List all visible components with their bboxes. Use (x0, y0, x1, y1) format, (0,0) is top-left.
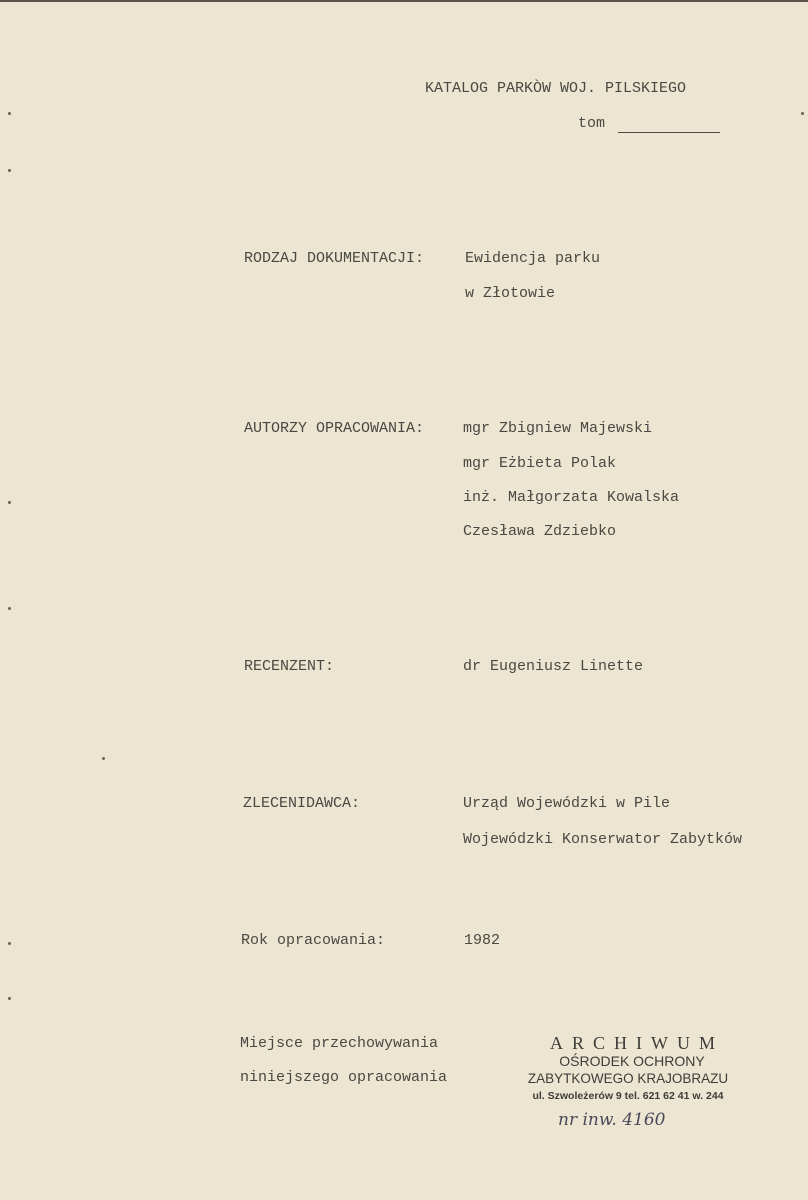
year-value: 1982 (464, 932, 501, 949)
author-3: inż. Małgorzata Kowalska (463, 489, 680, 506)
binding-mark (8, 501, 11, 504)
commissioner-line-2: Wojewódzki Konserwator Zabytków (463, 831, 743, 848)
stamp-line-2: OŚRODEK OCHRONY (559, 1053, 705, 1069)
binding-mark (102, 757, 105, 760)
binding-mark (8, 169, 11, 172)
stamp-title: ARCHIWUM (550, 1033, 724, 1053)
volume-label: tom (578, 115, 606, 132)
binding-mark (801, 112, 804, 115)
authors-label: AUTORZY OPRACOWANIA: (244, 420, 425, 437)
binding-mark (8, 607, 11, 610)
documentation-type-line-1: Ewidencja parku (465, 250, 601, 267)
binding-mark (8, 997, 11, 1000)
author-2: mgr Eżbieta Polak (463, 455, 617, 472)
author-4: Czesława Zdziebko (463, 523, 617, 540)
binding-mark (8, 112, 11, 115)
year-label: Rok opracowania: (241, 932, 386, 949)
binding-mark (8, 942, 11, 945)
catalog-title: KATALOG PARKÒW WOJ. PILSKIEGO (425, 80, 687, 97)
storage-label-line-1: Miejsce przechowywania (240, 1035, 439, 1052)
reviewer-label: RECENZENT: (244, 658, 335, 675)
author-1: mgr Zbigniew Majewski (463, 420, 653, 437)
stamp-line-4: ul. Szwoleżerów 9 tel. 621 62 41 w. 244 (532, 1090, 724, 1102)
commissioner-line-1: Urząd Wojewódzki w Pile (463, 795, 671, 812)
volume-blank-line (618, 132, 720, 133)
stamp-line-3: ZABYTKOWEGO KRAJOBRAZU (527, 1071, 729, 1086)
handwritten-inventory-number: nr inw. 4160 (558, 1110, 666, 1130)
storage-label-line-2: niniejszego opracowania (240, 1069, 448, 1086)
documentation-type-line-2: w Złotowie (465, 285, 556, 302)
reviewer-name: dr Eugeniusz Linette (463, 658, 644, 675)
documentation-type-label: RODZAJ DOKUMENTACJI: (244, 250, 425, 267)
commissioner-label: ZLECENIDAWCA: (243, 795, 361, 812)
